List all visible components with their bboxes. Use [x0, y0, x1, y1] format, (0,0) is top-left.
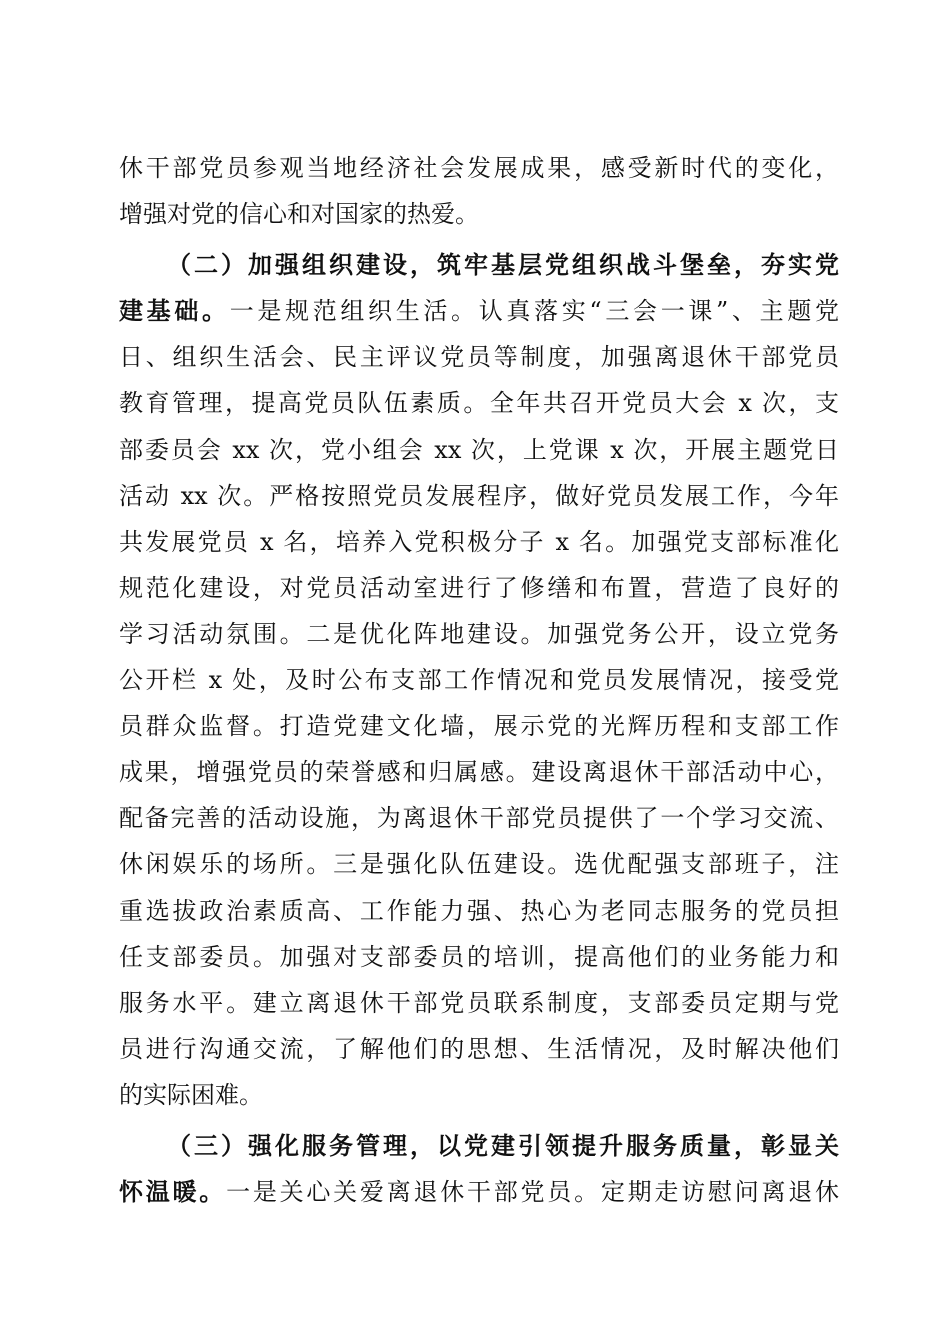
- section-heading-text: 建基础。: [119, 296, 230, 326]
- text-line: [119, 795, 839, 841]
- text-line: [119, 191, 839, 237]
- body-text: 规范化建设，对党员活动室进行了修缮和布置，营造了良好的: [119, 573, 839, 602]
- body-text: 成果，增强党员的荣誉感和归属感。建设离退休干部活动中心，: [119, 758, 839, 787]
- section-heading-text: （二）加强组织建设，筑牢基层党组织战斗堡垒，夯实党: [167, 250, 839, 280]
- body-text: 教育管理，提高党员队伍素质。全年共召开党员大会 x 次，支: [119, 389, 839, 418]
- section-heading-text: （三）强化服务管理，以党建引领提升服务质量，彰显关: [167, 1130, 839, 1160]
- text-line: [119, 380, 839, 426]
- body-text: 员群众监督。打造党建文化墙，展示党的光辉历程和支部工作: [119, 712, 839, 741]
- body-text: 一是规范组织生活。认真落实“三会一课”、主题党: [229, 297, 839, 326]
- text-line: [119, 1026, 839, 1072]
- body-text: 员进行沟通交流，了解他们的思想、生活情况，及时解决他们: [119, 1034, 839, 1063]
- body-text: 的实际困难。: [119, 1080, 263, 1109]
- body-text: 休干部党员参观当地经济社会发展成果，感受新时代的变化，: [119, 154, 839, 182]
- body-text: 服务水平。建立离退休干部党员联系制度，支部委员定期与党: [119, 988, 839, 1017]
- text-line: [119, 1169, 839, 1215]
- text-line: [119, 611, 839, 657]
- text-line: [119, 841, 839, 887]
- document-body: [119, 145, 839, 1215]
- text-line: [119, 288, 839, 334]
- text-line: [119, 145, 839, 191]
- text-line: [119, 980, 839, 1026]
- body-text: 学习活动氛围。二是优化阵地建设。加强党务公开，设立党务: [119, 619, 839, 648]
- text-line: [119, 703, 839, 749]
- section-heading-text: 怀温暖。: [119, 1177, 227, 1207]
- text-line: [119, 565, 839, 611]
- text-line: [119, 888, 839, 934]
- text-line: [119, 242, 839, 288]
- text-line: [119, 427, 839, 473]
- body-text: 任支部委员。加强对支部委员的培训，提高他们的业务能力和: [119, 942, 839, 971]
- body-text: 活动 xx 次。严格按照党员发展程序，做好党员发展工作，今年: [119, 481, 839, 510]
- text-line: [119, 657, 839, 703]
- text-line: [119, 473, 839, 519]
- text-line: [119, 934, 839, 980]
- body-text: 共发展党员 x 名，培养入党积极分子 x 名。加强党支部标准化: [119, 527, 839, 556]
- text-line: [119, 1123, 839, 1169]
- text-line: [119, 519, 839, 565]
- body-text: 配备完善的活动设施，为离退休干部党员提供了一个学习交流、: [119, 804, 839, 833]
- text-line: [119, 749, 839, 795]
- body-text: 休闲娱乐的场所。三是强化队伍建设。选优配强支部班子，注: [119, 850, 839, 879]
- text-line: [119, 1072, 839, 1118]
- text-line: [119, 334, 839, 380]
- body-text: 部委员会 xx 次，党小组会 xx 次，上党课 x 次，开展主题党日: [119, 435, 839, 464]
- body-text: 重选拔政治素质高、工作能力强、热心为老同志服务的党员担: [119, 896, 839, 925]
- body-text: 日、组织生活会、民主评议党员等制度，加强离退休干部党员: [119, 343, 839, 372]
- body-text: 一是关心关爱离退休干部党员。定期走访慰问离退休: [226, 1178, 839, 1207]
- body-text: 公开栏 x 处，及时公布支部工作情况和党员发展情况，接受党: [119, 666, 839, 695]
- body-text: 增强对党的信心和对国家的热爱。: [119, 200, 479, 229]
